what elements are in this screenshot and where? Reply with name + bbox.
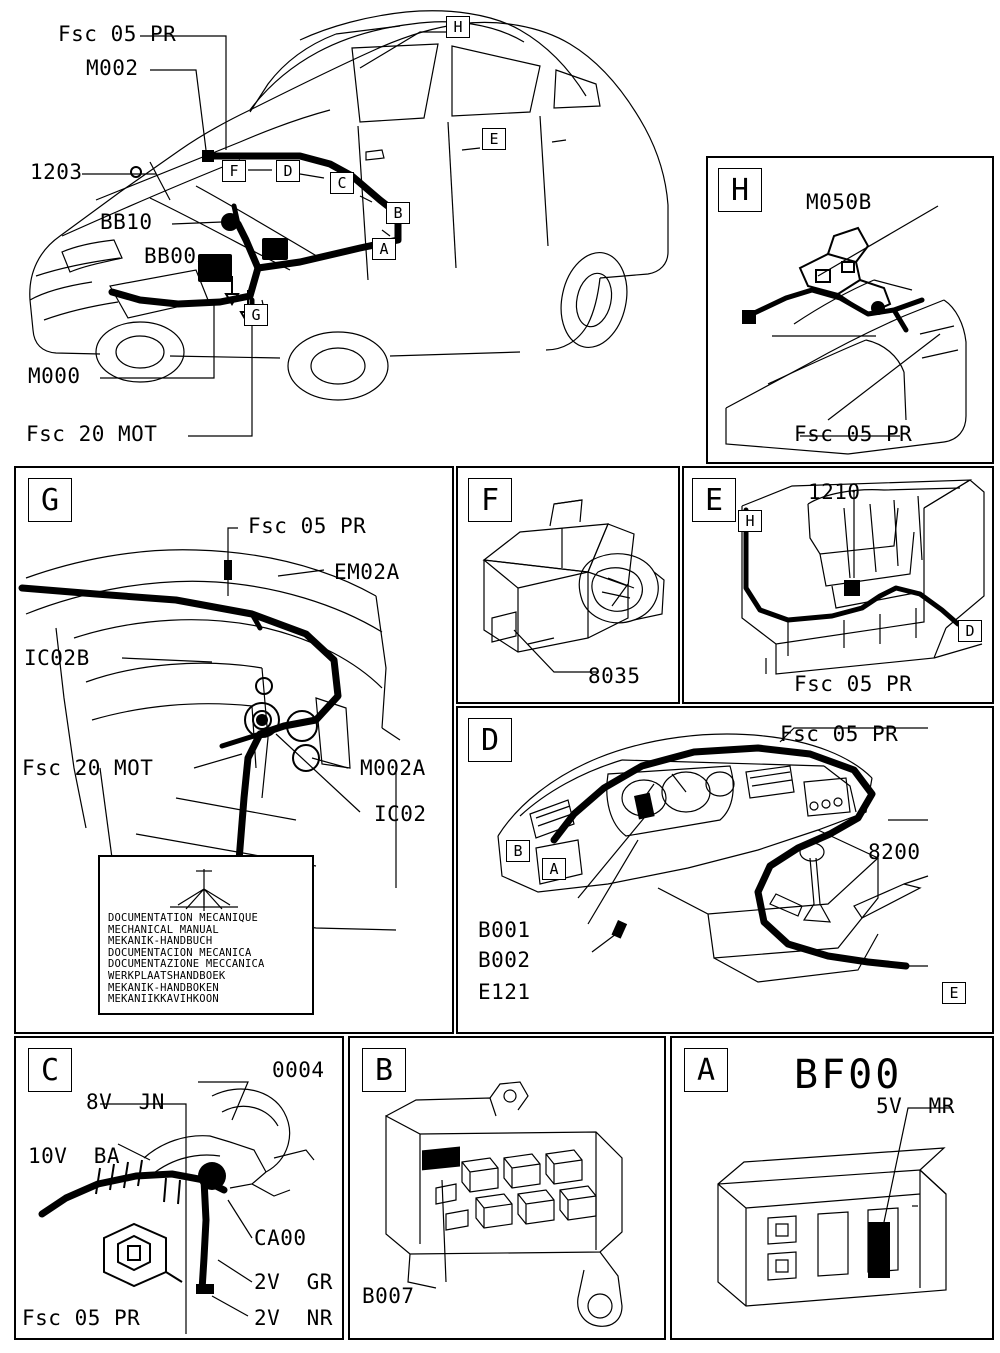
label-ic02: IC02 [374,802,427,826]
ref-box-D-main[interactable]: D [276,160,300,182]
ref-box-D-panel[interactable]: D [468,718,512,762]
doc-line-es: DOCUMENTACION MECANICA [108,946,252,959]
label-b002: B002 [478,948,531,972]
label-0004: 0004 [272,1058,325,1082]
doc-line-nl: WERKPLAATSHANDBOEK [108,969,226,982]
label-fsc05pr-C: Fsc 05 PR [22,1306,141,1330]
ref-box-B-panel[interactable]: B [362,1048,406,1092]
panel-D-illustration [458,708,992,1032]
ref-box-G-main[interactable]: G [244,304,268,326]
ref-box-G-panel[interactable]: G [28,478,72,522]
documentation-legend-box [98,855,314,1015]
label-bb10: BB10 [100,210,153,234]
ref-box-E-in-D[interactable]: E [942,982,966,1004]
label-fsc05pr-E: Fsc 05 PR [794,672,913,696]
ref-box-E-main[interactable]: E [482,128,506,150]
ref-box-A-main[interactable]: A [372,238,396,260]
label-1210: 1210 [808,480,861,504]
label-bf00: BF00 [794,1052,903,1098]
panel-F [456,466,680,704]
panel-B [348,1036,666,1340]
label-fsc20mot-main: Fsc 20 MOT [26,422,158,446]
label-ca00: CA00 [254,1226,307,1250]
ref-box-H-in-E[interactable]: H [738,510,762,532]
doc-line-it: DOCUMENTAZIONE MECCANICA [108,958,265,971]
ref-box-C-panel[interactable]: C [28,1048,72,1092]
documentation-legend-lines [108,913,265,1006]
doc-line-de: MEKANIK-HANDBUCH [108,935,213,948]
label-2v-nr: 2V NR [254,1306,333,1330]
panel-main-vehicle [0,0,690,463]
label-fsc05pr-G: Fsc 05 PR [248,514,367,538]
label-em02a: EM02A [334,560,400,584]
panel-H [706,156,994,464]
panel-C [14,1036,344,1340]
ref-box-H-panel[interactable]: H [718,168,762,212]
ref-box-A-in-D[interactable]: A [542,858,566,880]
label-8200: 8200 [868,840,921,864]
doc-line-fr: DOCUMENTATION MECANIQUE [108,912,258,924]
ref-box-F-main[interactable]: F [222,160,246,182]
panel-G [14,466,454,1034]
label-e121: E121 [478,980,531,1004]
label-b007: B007 [362,1284,415,1308]
label-fsc05pr-H: Fsc 05 PR [794,422,913,446]
panel-E [682,466,994,704]
label-m002a: M002A [360,756,426,780]
label-m050b: M050B [806,190,872,214]
label-8035: 8035 [588,664,641,688]
panel-A [670,1036,994,1340]
ref-box-H-main[interactable]: H [446,16,470,38]
label-bb00: BB00 [144,244,197,268]
label-ic02b: IC02B [24,646,90,670]
label-2v-gr: 2V GR [254,1270,333,1294]
ref-box-B-in-D[interactable]: B [506,840,530,862]
label-m002: M002 [86,56,139,80]
label-fsc05pr-D: Fsc 05 PR [780,722,899,746]
doc-line-en: MECHANICAL MANUAL [108,923,219,936]
label-fsc05pr-top: Fsc 05 PR [58,22,177,46]
ref-box-D-in-E[interactable]: D [958,620,982,642]
doc-line-fi: MEKANIIKKAVIHKOON [108,993,219,1006]
label-10v-ba: 10V BA [28,1144,121,1168]
ref-box-C-main[interactable]: C [330,172,354,194]
label-fsc20mot-G: Fsc 20 MOT [22,756,154,780]
doc-line-sv: MEKANIK-HANDBOKEN [108,981,219,994]
panel-D [456,706,994,1034]
ref-box-E-panel[interactable]: E [692,478,736,522]
label-b001: B001 [478,918,531,942]
ref-box-A-panel[interactable]: A [684,1048,728,1092]
ref-box-B-main[interactable]: B [386,202,410,224]
label-1203: 1203 [30,160,83,184]
label-8v-jn: 8V JN [86,1090,165,1114]
ref-box-F-panel[interactable]: F [468,478,512,522]
label-5v-mr: 5V MR [876,1094,955,1118]
label-m000: M000 [28,364,81,388]
